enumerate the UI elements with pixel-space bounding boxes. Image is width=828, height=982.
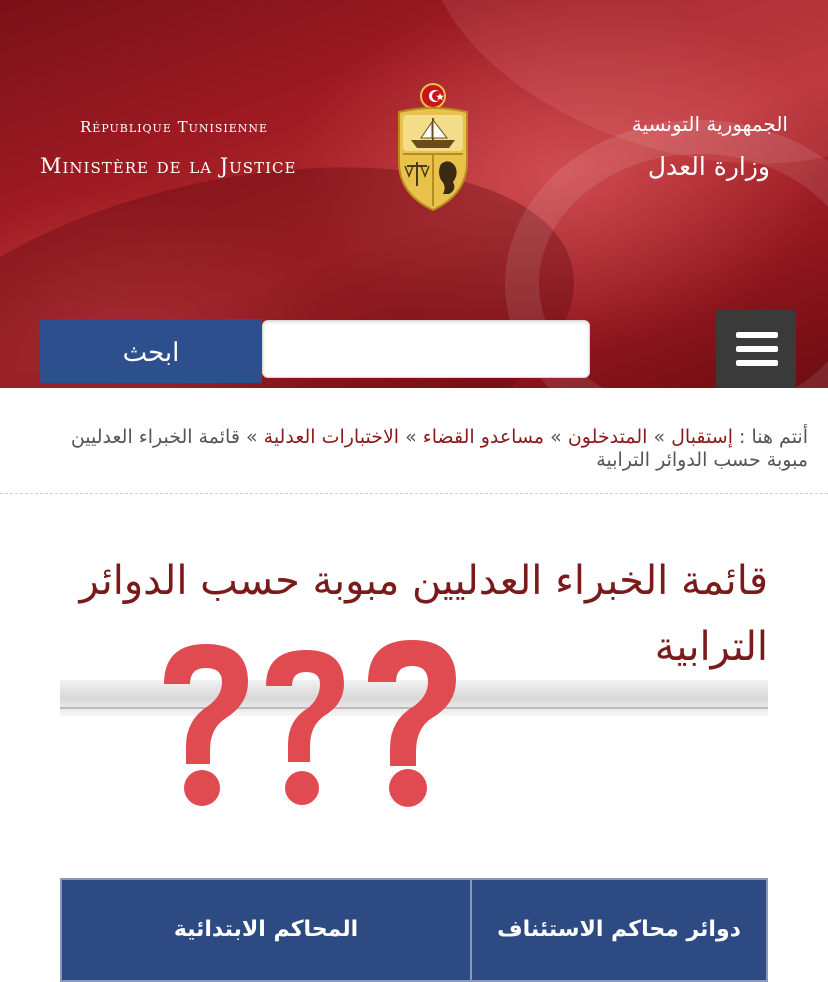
breadcrumb-court-assistants[interactable]: مساعدو القضاء: [422, 426, 545, 448]
ministry-name-ar: وزارة العدل: [647, 152, 770, 181]
tunisia-coat-of-arms-icon[interactable]: [391, 82, 475, 212]
hamburger-menu-icon: [736, 332, 778, 338]
breadcrumb-separator: »: [245, 426, 258, 448]
breadcrumb-separator: »: [405, 426, 417, 448]
breadcrumb-judicial-expertise[interactable]: الاختبارات العدلية: [263, 426, 400, 448]
appeal-courts-header: دوائر محاكم الاستئناف: [471, 879, 767, 981]
search-input[interactable]: [262, 320, 590, 378]
republic-name-ar: الجمهورية التونسية: [631, 112, 788, 136]
breadcrumb-separator: »: [653, 426, 666, 448]
breadcrumb-separator: »: [550, 426, 562, 448]
menu-toggle-button[interactable]: [716, 310, 796, 388]
page-title: قائمة الخبراء العدليين مبوبة حسب الدوائر الترابية: [79, 558, 768, 670]
breadcrumb-home[interactable]: إستقبال: [671, 426, 733, 448]
table-header-row: [61, 879, 767, 981]
breadcrumb-prefix: أنتم هنا :: [739, 426, 808, 448]
site-header: [0, 0, 828, 388]
breadcrumb-stakeholders[interactable]: المتدخلون: [567, 426, 648, 448]
breadcrumb-current: قائمة الخبراء العدليين مبوبة حسب الدوائر الترابية: [70, 426, 808, 471]
ministry-name-fr: Ministère de la Justice: [40, 154, 297, 178]
search-button[interactable]: ابحث: [40, 319, 262, 383]
first-instance-courts-header: المحاكم الابتدائية: [61, 879, 471, 981]
breadcrumb: [60, 426, 808, 472]
republic-name-fr: République Tunisienne: [80, 118, 269, 136]
courts-table: [60, 878, 768, 982]
breadcrumb-divider: [0, 493, 828, 494]
